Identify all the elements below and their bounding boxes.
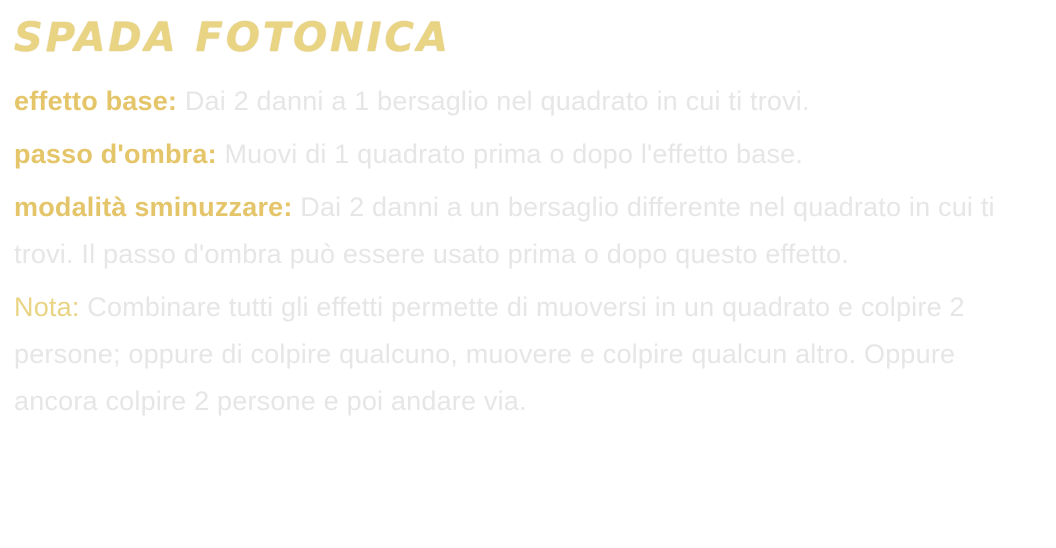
card-title: SPADA FOTONICA: [14, 15, 451, 61]
effect-base: [14, 78, 1044, 125]
effect-base-text: Dai 2 danni a 1 bersaglio nel quadrato in cui ti trovi.: [184, 86, 810, 116]
weapon-card: [14, 12, 1044, 431]
note-label: Nota:: [14, 292, 80, 322]
effect-slice-mode: [14, 184, 1044, 278]
effect-slice-mode-text: Dai 2 danni a un bersaglio differente nel quadrato in cui ti trovi. Il passo d'ombra può essere usato prima o dopo questo effetto.: [14, 192, 995, 269]
effect-shadow-step-text: Muovi di 1 quadrato prima o dopo l'effetto base.: [224, 139, 804, 169]
effect-shadow-step-label: passo d'ombra:: [14, 139, 217, 169]
effect-shadow-step: [14, 131, 1044, 178]
effect-slice-mode-label: modalità sminuzzare:: [14, 192, 293, 222]
note: [14, 284, 1044, 425]
note-text: Combinare tutti gli effetti permette di muoversi in un quadrato e colpire 2 persone; oppure di colpire qualcuno, muovere e colpire qualcun altro. Oppure ancora colpire 2 persone e poi andare via.: [14, 292, 965, 416]
effect-base-label: effetto base:: [14, 86, 178, 116]
